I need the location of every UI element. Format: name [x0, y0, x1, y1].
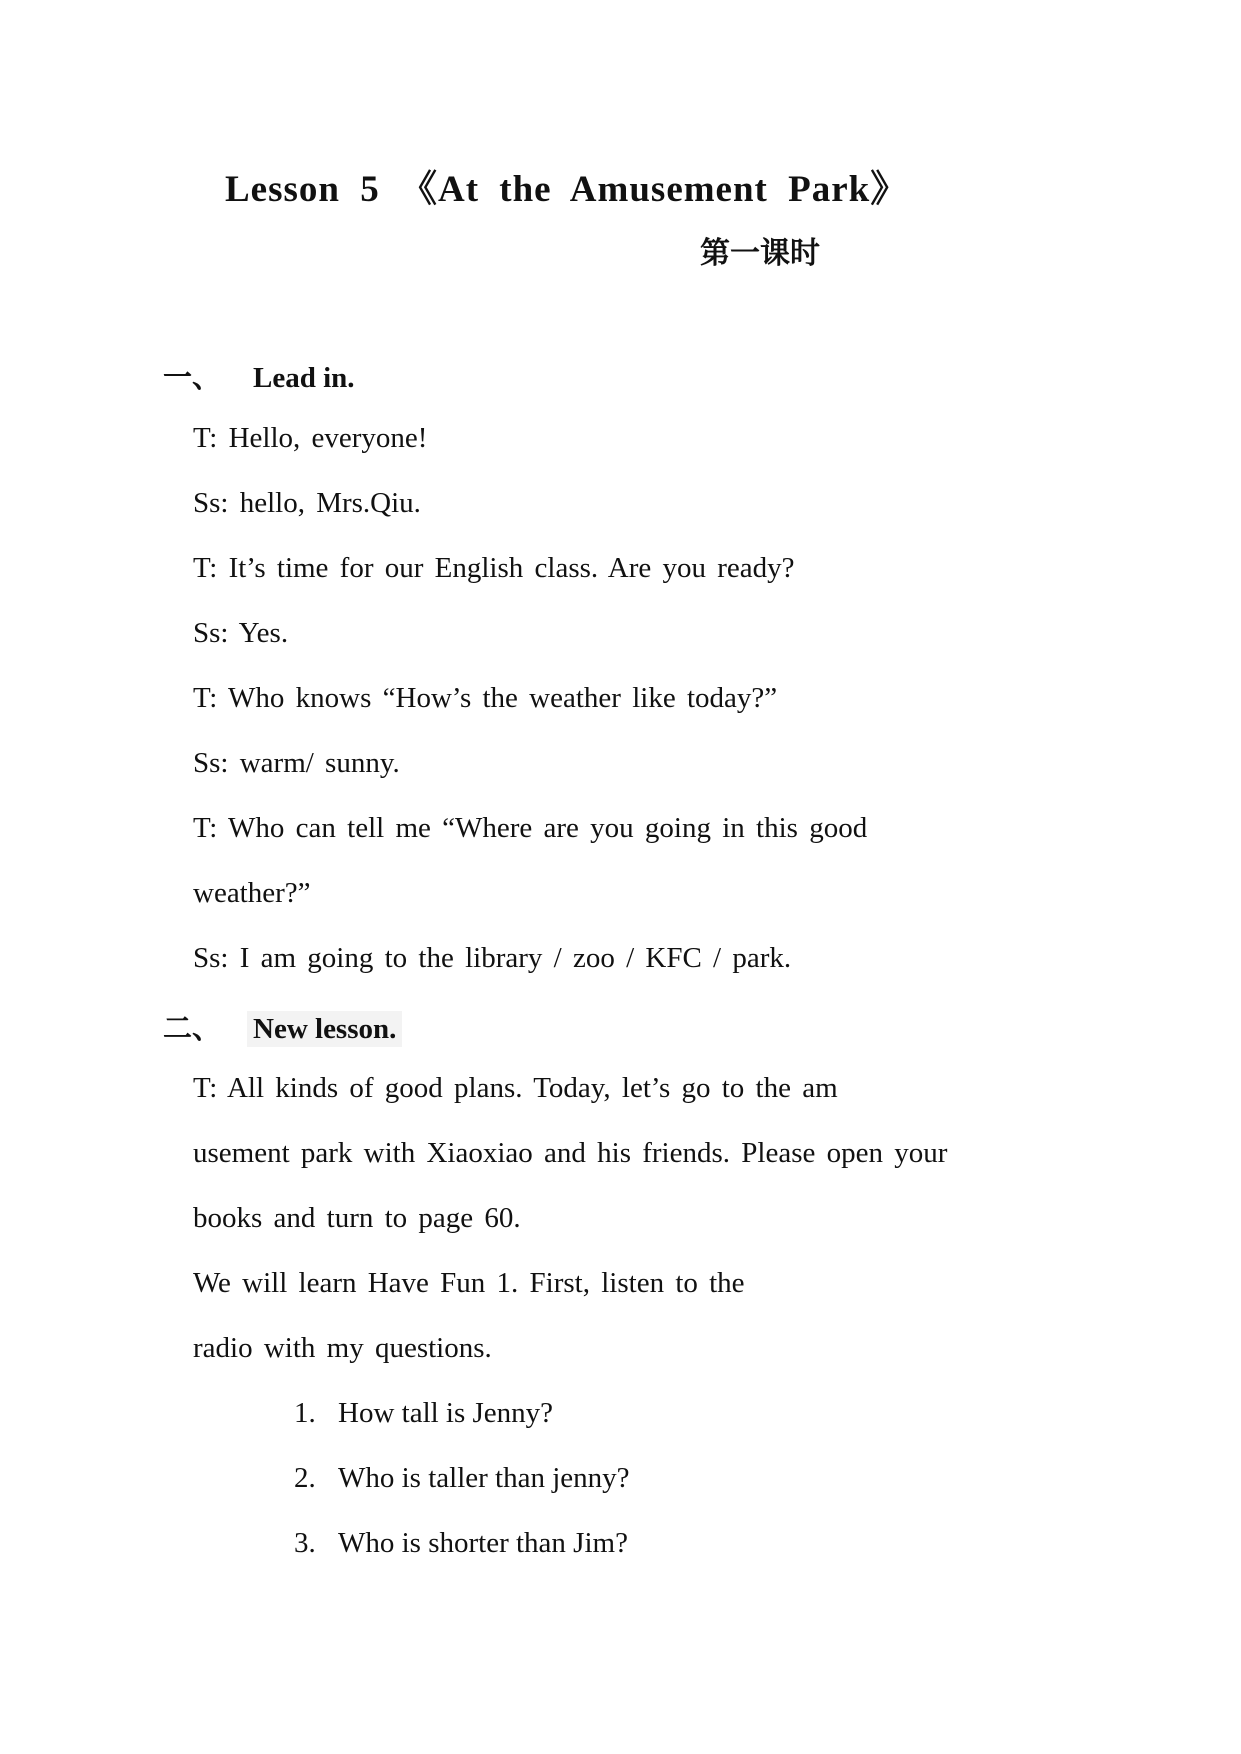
section-title: Lead in. — [253, 362, 355, 394]
section-number: 二、 — [163, 1013, 222, 1045]
dialogue-line: weather?” — [193, 877, 311, 909]
dialogue-line: We will learn Have Fun 1. First, listen to the — [193, 1267, 745, 1299]
dialogue-line: radio with my questions. — [193, 1332, 492, 1364]
section-heading-lead-in — [163, 355, 355, 396]
dialogue-line: Ss: warm/ sunny. — [193, 747, 400, 779]
question-item — [294, 1462, 630, 1495]
dialogue-line: T: Hello, everyone! — [193, 422, 428, 454]
dialogue-line: T: All kinds of good plans. Today, let’s go to the am — [193, 1072, 838, 1104]
question-text: Who is taller than jenny? — [338, 1462, 630, 1494]
section-title: New lesson. — [247, 1011, 402, 1047]
page-subtitle: 第一课时 — [700, 237, 820, 270]
question-text: How tall is Jenny? — [338, 1397, 554, 1429]
question-text: Who is shorter than Jim? — [338, 1527, 628, 1559]
question-number: 2. — [294, 1462, 316, 1494]
question-number: 1. — [294, 1397, 316, 1429]
dialogue-line: books and turn to page 60. — [193, 1202, 521, 1234]
question-item — [294, 1527, 628, 1560]
dialogue-line: Ss: Yes. — [193, 617, 289, 649]
dialogue-line: T: It’s time for our English class. Are you ready? — [193, 552, 795, 584]
section-heading-new-lesson — [163, 1006, 402, 1047]
section-number: 一、 — [163, 362, 222, 394]
dialogue-line: T: Who can tell me “Where are you going in this good — [193, 812, 868, 844]
question-number: 3. — [294, 1527, 316, 1559]
dialogue-line: Ss: I am going to the library / zoo / KFC / park. — [193, 942, 792, 974]
page-title: Lesson 5 《At the Amusement Park》 — [225, 169, 909, 210]
dialogue-line: usement park with Xiaoxiao and his friends. Please open your — [193, 1137, 948, 1169]
dialogue-line: Ss: hello, Mrs.Qiu. — [193, 487, 421, 519]
dialogue-line: T: Who knows “How’s the weather like today?” — [193, 682, 778, 714]
question-item — [294, 1397, 553, 1430]
